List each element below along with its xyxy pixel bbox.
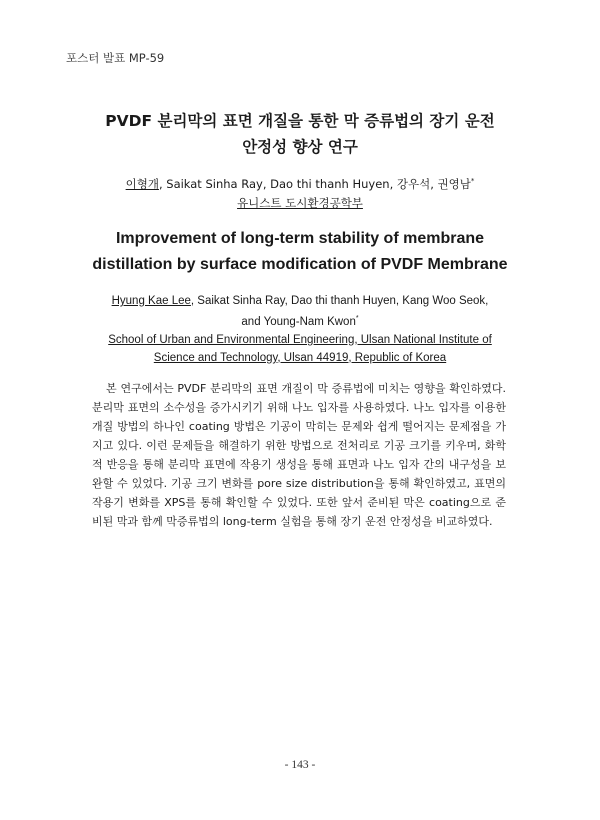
english-affiliation-line-1: School of Urban and Environmental Engineering, Ulsan National Institute of [108, 333, 492, 346]
korean-title-line-1: PVDF 분리막의 표면 개질을 통한 막 증류법의 장기 운전 [105, 112, 495, 130]
english-affiliation-line-2: Science and Technology, Ulsan 44919, Republic of Korea [153, 351, 447, 364]
korean-author-list [0, 172, 600, 194]
korean-presenting-author: 이형개 [125, 176, 159, 191]
korean-title [0, 108, 600, 160]
session-label: 포스터 발표 MP-59 [66, 51, 165, 65]
korean-affiliation: 유니스트 도시환경공학부 [237, 195, 363, 210]
abstract [92, 379, 506, 531]
english-last-author: and Young-Nam Kwon [241, 315, 356, 328]
english-title-line-1: Improvement of long-term stability of membrane [115, 230, 485, 247]
english-title [0, 226, 600, 278]
abstract-paragraph: 본 연구에서는 PVDF 분리막의 표면 개질이 막 증류법에 미치는 영향을 확인하였다. 분리막 표면의 소수성을 증가시키기 위해 나노 입자를 사용하였다. 나노 입자를 이용한 개질 방법의 하나인 coating 방법은 기공이 막히는 문제와 쉽게 떨어지는 문제점을 가지고 있다. 이런 문제들을 해결하기 위한 방법으로 전처리로 기공 크기를 키우며, 화학적 반응을 통해 분리막 표면에 작용기 생성을 통해 표면과 나노 입자 간의 내구성을 보완할 수 있었다. 기공 크기 변화를 pore size distribution을 통해 확인하였고, 표면의 작용기 변화를 XPS를 통해 확인할 수 있었다. 또한 앞서 준비된 막은 coating으로 준비된 막과 함께 막증류법의 long-term 실험을 통해 장기 운전 안정성을 비교하였다. [92, 382, 506, 528]
english-corresponding-mark: * [355, 315, 359, 322]
page-number: - 143 - [284, 759, 316, 771]
korean-coauthors: , Saikat Sinha Ray, Dao thi thanh Huyen, 강우석, 권영남 [158, 176, 471, 191]
english-presenting-author: Hyung Kae Lee [111, 295, 191, 307]
korean-title-line-2: 안정성 향상 연구 [242, 138, 358, 156]
english-title-line-2: distillation by surface modification of PVDF Membrane [92, 256, 508, 273]
corresponding-mark: * [470, 177, 475, 185]
english-authors-block [0, 292, 600, 367]
english-author-line-1 [0, 292, 600, 310]
korean-authors-block [0, 172, 600, 213]
english-author-line-2 [0, 310, 600, 331]
english-coauthors: , Saikat Sinha Ray, Dao thi thanh Huyen, Kang Woo Seok, [190, 295, 489, 307]
